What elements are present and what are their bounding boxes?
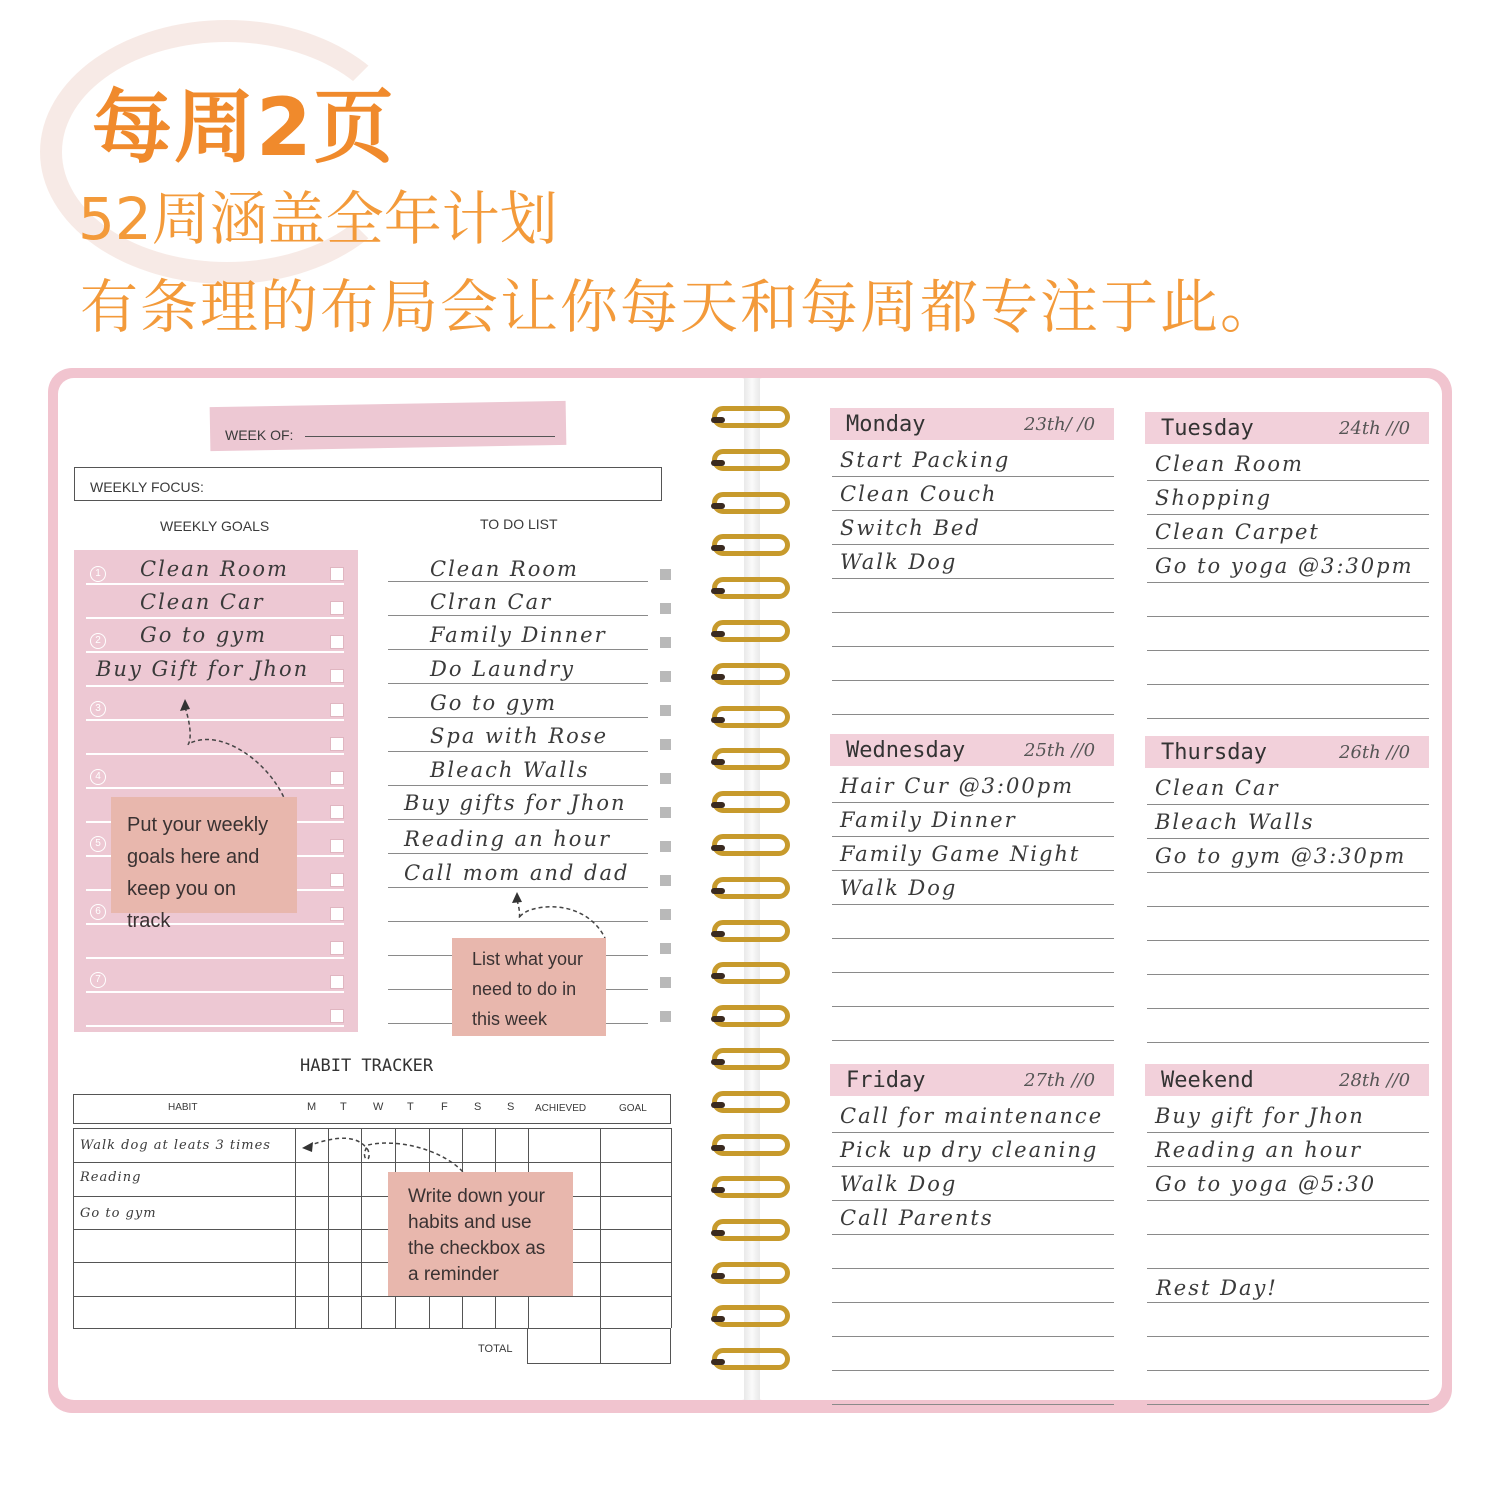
- todo-checkbox[interactable]: [660, 909, 671, 920]
- spiral-ring: [712, 877, 790, 899]
- goal-checkbox[interactable]: [330, 771, 344, 785]
- habit-tracker-title: HABIT TRACKER: [300, 1056, 434, 1076]
- day-line: [832, 870, 1114, 871]
- goal-line: [86, 617, 344, 619]
- day-entry: Start Packing: [840, 448, 1011, 472]
- habit-col-header: S: [474, 1101, 482, 1113]
- goal-line: [86, 991, 344, 993]
- goal-item: Buy Gift for Jhon: [96, 657, 310, 681]
- day-line: [832, 1006, 1114, 1007]
- day-line: [832, 646, 1114, 647]
- goal-line: [86, 651, 344, 653]
- todo-item: Reading an hour: [404, 827, 612, 851]
- day-line: [832, 972, 1114, 973]
- spiral-ring: [712, 1048, 790, 1070]
- day-line: [832, 1336, 1114, 1337]
- day-line: [832, 802, 1114, 803]
- todo-line: [388, 751, 648, 752]
- habit-grid-line: [671, 1128, 672, 1328]
- week-of-line: [305, 436, 555, 437]
- goal-checkbox[interactable]: [330, 669, 344, 683]
- todo-checkbox[interactable]: [660, 875, 671, 886]
- spiral-ring: [712, 663, 790, 685]
- day-line: [1147, 872, 1429, 873]
- day-entry: Call Parents: [840, 1206, 994, 1230]
- spiral-ring: [712, 834, 790, 856]
- tagline: 有条理的布局会让你每天和每周都专注于此。: [80, 273, 1281, 341]
- todo-checkbox[interactable]: [660, 569, 671, 580]
- spiral-ring: [712, 962, 790, 984]
- day-date: 27th //0: [1024, 1070, 1096, 1091]
- habit-col-header: W: [373, 1101, 384, 1113]
- goal-number: 3: [90, 701, 106, 717]
- day-date: 23th/ /0: [1024, 414, 1096, 435]
- todo-checkbox[interactable]: [660, 807, 671, 818]
- spiral-ring: [712, 748, 790, 770]
- day-line: [1147, 1042, 1429, 1043]
- day-name: Friday: [846, 1068, 926, 1093]
- day-entry: Clean Couch: [840, 482, 998, 506]
- spiral-ring: [712, 534, 790, 556]
- goal-note-arrow: [170, 695, 300, 805]
- day-line: [1147, 514, 1429, 515]
- day-line: [832, 1040, 1114, 1041]
- day-date: 26th //0: [1339, 742, 1411, 763]
- day-line: [832, 544, 1114, 545]
- goal-checkbox[interactable]: [330, 601, 344, 615]
- weekly-goals-title: WEEKLY GOALS: [160, 518, 270, 534]
- day-entry: Go to yoga @3:30pm: [1155, 554, 1414, 578]
- todo-checkbox[interactable]: [660, 739, 671, 750]
- habit-total-box: [527, 1328, 671, 1364]
- day-line: [1147, 940, 1429, 941]
- todo-line: [388, 649, 648, 650]
- todo-item: Clran Car: [430, 590, 553, 614]
- day-line: [1147, 684, 1429, 685]
- habit-col-header: ACHIEVED: [535, 1103, 587, 1114]
- day-entry: Go to gym @3:30pm: [1155, 844, 1407, 868]
- day-line: [1147, 480, 1429, 481]
- day-entry: Clean Room: [1155, 452, 1304, 476]
- todo-item: Spa with Rose: [430, 724, 609, 748]
- goal-line: [86, 583, 344, 585]
- goal-line: [86, 685, 344, 687]
- day-date: 28th //0: [1339, 1070, 1411, 1091]
- goal-number: 2: [90, 633, 106, 649]
- day-line: [1147, 1268, 1429, 1269]
- day-line: [1147, 804, 1429, 805]
- habit-total-label: TOTAL: [478, 1343, 513, 1355]
- spiral-ring: [712, 1176, 790, 1198]
- goal-line: [86, 957, 344, 959]
- todo-tip-note: List what your need to do in this week: [452, 938, 606, 1036]
- day-line: [832, 680, 1114, 681]
- goal-checkbox[interactable]: [330, 805, 344, 819]
- day-entry: Walk Dog: [840, 876, 958, 900]
- day-name: Monday: [846, 412, 926, 437]
- day-line: [832, 510, 1114, 511]
- goal-checkbox[interactable]: [330, 975, 344, 989]
- goal-item: Clean Room: [140, 557, 289, 581]
- spiral-ring: [712, 1134, 790, 1156]
- day-entry: Reading an hour: [1155, 1138, 1363, 1162]
- goal-item: Clean Car: [140, 590, 265, 614]
- week-of-banner: [210, 401, 567, 451]
- day-line: [1147, 616, 1429, 617]
- todo-item: Bleach Walls: [430, 758, 590, 782]
- day-line: [832, 714, 1114, 715]
- habit-grid-line: [73, 1128, 74, 1328]
- goals-tip-note: Put your weekly goals here and keep you on track: [111, 797, 297, 913]
- day-line: [1147, 650, 1429, 651]
- goal-item: Go to gym: [140, 623, 268, 647]
- todo-item: Do Laundry: [430, 657, 576, 681]
- goal-checkbox[interactable]: [330, 941, 344, 955]
- day-line: [832, 1234, 1114, 1235]
- day-line: [1147, 1200, 1429, 1201]
- day-line: [832, 578, 1114, 579]
- day-line: [1147, 1404, 1429, 1405]
- spiral-ring: [712, 1262, 790, 1284]
- day-line: [1147, 974, 1429, 975]
- todo-checkbox[interactable]: [660, 773, 671, 784]
- habit-col-header: T: [340, 1101, 347, 1113]
- day-entry: Clean Carpet: [1155, 520, 1320, 544]
- day-line: [832, 1166, 1114, 1167]
- day-entry: Pick up dry cleaning: [840, 1138, 1099, 1162]
- day-line: [832, 1370, 1114, 1371]
- habit-col-header: S: [507, 1101, 515, 1113]
- habit-row-label: Reading: [80, 1170, 142, 1185]
- day-entry: Bleach Walls: [1155, 810, 1315, 834]
- habit-grid-line: [73, 1196, 671, 1197]
- spiral-ring: [712, 1305, 790, 1327]
- day-line: [832, 1302, 1114, 1303]
- day-date: 25th //0: [1024, 740, 1096, 761]
- day-line: [832, 1132, 1114, 1133]
- day-line: [1147, 906, 1429, 907]
- todo-line: [388, 819, 648, 820]
- todo-checkbox[interactable]: [660, 841, 671, 852]
- spiral-ring: [712, 492, 790, 514]
- goal-checkbox[interactable]: [330, 1009, 344, 1023]
- day-entry: Rest Day!: [1156, 1276, 1278, 1300]
- day-entry: Switch Bed: [840, 516, 981, 540]
- day-line: [1147, 1132, 1429, 1133]
- spiral-ring: [712, 1219, 790, 1241]
- habit-grid-line: [73, 1229, 671, 1230]
- day-entry: Buy gift for Jhon: [1155, 1104, 1365, 1128]
- habit-grid-line: [73, 1128, 671, 1129]
- spiral-ring: [712, 1348, 790, 1370]
- day-name: Thursday: [1161, 740, 1267, 765]
- weekly-focus-label: WEEKLY FOCUS:: [90, 479, 204, 495]
- goal-number: 4: [90, 769, 106, 785]
- todo-item: Buy gifts for Jhon: [404, 791, 627, 815]
- habit-col-header: M: [307, 1101, 317, 1113]
- spiral-ring: [712, 449, 790, 471]
- day-line: [1147, 1370, 1429, 1371]
- day-name: Weekend: [1161, 1068, 1254, 1093]
- spiral-ring: [712, 920, 790, 942]
- spiral-ring: [712, 1091, 790, 1113]
- day-name: Wednesday: [846, 738, 966, 763]
- day-line: [1147, 1302, 1429, 1303]
- spiral-ring: [712, 406, 790, 428]
- day-entry: Go to yoga @5:30: [1155, 1172, 1377, 1196]
- habit-grid-line: [73, 1262, 671, 1263]
- goal-number: 1: [90, 566, 106, 582]
- goal-line: [86, 923, 344, 925]
- todo-item: Call mom and dad: [404, 861, 630, 885]
- goal-checkbox[interactable]: [330, 873, 344, 887]
- goal-line: [86, 1025, 344, 1027]
- day-line: [1147, 838, 1429, 839]
- spiral-ring: [712, 706, 790, 728]
- todo-line: [388, 853, 648, 854]
- day-line: [1147, 1336, 1429, 1337]
- day-line: [832, 1200, 1114, 1201]
- spiral-ring: [712, 620, 790, 642]
- todo-line: [388, 785, 648, 786]
- spiral-ring: [712, 1005, 790, 1027]
- day-line: [1147, 1166, 1429, 1167]
- habit-col-header: F: [441, 1101, 448, 1113]
- day-line: [832, 938, 1114, 939]
- todo-item: Family Dinner: [430, 623, 607, 647]
- day-line: [832, 1404, 1114, 1405]
- todo-line: [388, 615, 648, 616]
- goal-number: 5: [90, 836, 106, 852]
- goal-checkbox[interactable]: [330, 737, 344, 751]
- spiral-ring: [712, 577, 790, 599]
- day-entry: Family Dinner: [840, 808, 1017, 832]
- habit-col-header: T: [407, 1101, 414, 1113]
- habit-tip-note: Write down your habits and use the checkbox as a reminder: [388, 1172, 573, 1296]
- day-line: [832, 836, 1114, 837]
- todo-checkbox[interactable]: [660, 637, 671, 648]
- day-entry: Walk Dog: [840, 1172, 958, 1196]
- habit-grid-line: [600, 1128, 601, 1328]
- day-entry: Family Game Night: [840, 842, 1081, 866]
- goal-number: 7: [90, 972, 106, 988]
- habit-row-label: Go to gym: [80, 1206, 157, 1221]
- goal-checkbox[interactable]: [330, 567, 344, 581]
- day-line: [1147, 1008, 1429, 1009]
- todo-line: [388, 683, 648, 684]
- day-entry: Hair Cur @3:00pm: [840, 774, 1075, 798]
- habit-grid-line: [600, 1328, 601, 1364]
- day-line: [1147, 718, 1429, 719]
- habit-col-header: HABIT: [168, 1102, 198, 1113]
- day-line: [832, 476, 1114, 477]
- todo-checkbox[interactable]: [660, 977, 671, 988]
- todo-checkbox[interactable]: [660, 943, 671, 954]
- goal-checkbox[interactable]: [330, 635, 344, 649]
- todo-item: Clean Room: [430, 557, 579, 581]
- spiral-ring: [712, 791, 790, 813]
- day-entry: Shopping: [1155, 486, 1273, 510]
- day-entry: Clean Car: [1155, 776, 1280, 800]
- todo-title: TO DO LIST: [480, 516, 558, 532]
- day-date: 24th //0: [1339, 418, 1411, 439]
- todo-checkbox[interactable]: [660, 1011, 671, 1022]
- goal-number: 6: [90, 904, 106, 920]
- day-line: [1147, 582, 1429, 583]
- habit-col-header: GOAL: [619, 1103, 647, 1114]
- goal-checkbox[interactable]: [330, 907, 344, 921]
- subheadline: 52周涵盖全年计划: [78, 185, 558, 253]
- todo-line: [388, 717, 648, 718]
- goal-checkbox[interactable]: [330, 703, 344, 717]
- day-line: [832, 612, 1114, 613]
- week-of-label: WEEK OF:: [225, 427, 294, 443]
- day-line: [832, 1268, 1114, 1269]
- day-name: Tuesday: [1161, 416, 1254, 441]
- day-entry: Call for maintenance: [840, 1104, 1104, 1128]
- todo-item: Go to gym: [430, 691, 558, 715]
- todo-checkbox[interactable]: [660, 603, 671, 614]
- habit-grid-line: [73, 1296, 671, 1297]
- habit-grid-line: [295, 1128, 296, 1328]
- todo-checkbox[interactable]: [660, 671, 671, 682]
- day-line: [1147, 1234, 1429, 1235]
- todo-checkbox[interactable]: [660, 705, 671, 716]
- headline: 每周2页: [92, 81, 396, 174]
- day-entry: Walk Dog: [840, 550, 958, 574]
- day-line: [1147, 548, 1429, 549]
- goal-checkbox[interactable]: [330, 839, 344, 853]
- day-line: [832, 904, 1114, 905]
- todo-line: [388, 581, 648, 582]
- habit-row-label: Walk dog at leats 3 times: [80, 1138, 271, 1153]
